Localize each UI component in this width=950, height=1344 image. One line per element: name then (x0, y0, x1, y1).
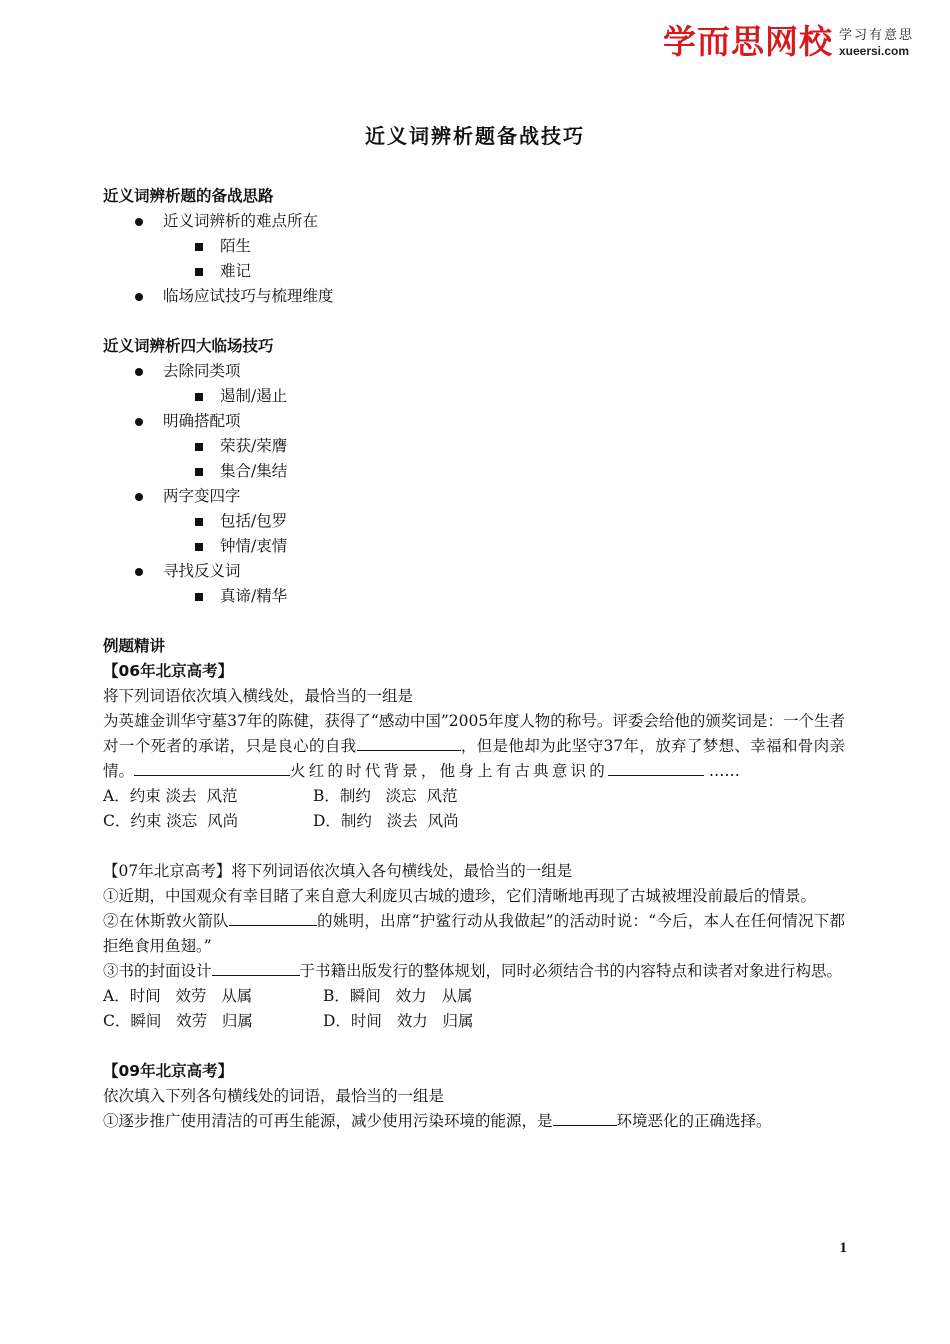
bullet-icon (135, 493, 143, 501)
sub-list-item: 荣获/荣膺 (103, 434, 845, 459)
option-b: B．制约 淡忘 风范 (313, 787, 458, 805)
answer-blank (229, 909, 317, 926)
page-number: 1 (839, 1240, 847, 1256)
examples-heading: 例题精讲 (103, 637, 166, 655)
bullet-icon (135, 418, 143, 426)
question-passage: 为英雄金训华守墓37年的陈健，获得了“感动中国”2005年度人物的称号。评委会给他的颁奖词是：一个生者对一个死者的承诺，只是良心的自我 ，但是他却为此坚守37年，放弃了梦想、幸福和骨肉亲情。 火红的时代背景，他身上有古典意识的 …… (103, 712, 845, 780)
document-body (103, 184, 845, 1134)
question-sentence: ①逐步推广使用清洁的可再生能源，减少使用污染环境的能源，是 环境恶化的正确选择。 (103, 1109, 845, 1134)
square-bullet-icon (195, 593, 203, 601)
section1-heading: 近义词辨析题的备战思路 (103, 187, 274, 205)
logo-text: 学而思网校 (662, 22, 833, 61)
square-bullet-icon (195, 518, 203, 526)
square-bullet-icon (195, 468, 203, 476)
question-tag: 【09年北京高考】 (103, 1062, 234, 1080)
option-c: C．约束 淡忘 风尚 (103, 812, 239, 830)
answer-options (103, 1009, 845, 1034)
logo-url: xueersi.com (838, 44, 910, 58)
sub-list-item: 包括/包罗 (103, 509, 845, 534)
bullet-icon (135, 568, 143, 576)
sub-list-item: 遏制/遏止 (103, 384, 845, 409)
section2-heading: 近义词辨析四大临场技巧 (103, 337, 274, 355)
answer-blank (134, 759, 290, 776)
answer-options (103, 809, 845, 834)
sub-list-item: 难记 (103, 259, 845, 284)
list-item: 寻找反义词 (103, 559, 845, 584)
sub-list-item: 陌生 (103, 234, 845, 259)
list-item: 去除同类项 (103, 359, 845, 384)
list-item: 明确搭配项 (103, 409, 845, 434)
list-item: 临场应试技巧与梳理维度 (103, 284, 845, 309)
page-title: 近义词辨析题备战技巧 (365, 124, 585, 148)
answer-options (103, 784, 845, 809)
answer-blank (357, 734, 461, 751)
question-sentence: ②在休斯敦火箭队 的姚明，出席“护鲨行动从我做起”的活动时说：“今后，本人在任何情况下都拒绝食用鱼翅。” (103, 909, 845, 959)
square-bullet-icon (195, 243, 203, 251)
question-tag: 【07年北京高考】 (103, 862, 232, 880)
option-c: C．瞬间 效劳 归属 (103, 1012, 253, 1030)
option-d: D．时间 效力 归属 (323, 1012, 474, 1030)
square-bullet-icon (195, 393, 203, 401)
question-sentence: ③书的封面设计 于书籍出版发行的整体规划，同时必须结合书的内容特点和读者对象进行构思。 (103, 959, 845, 984)
answer-blank (608, 759, 704, 776)
square-bullet-icon (195, 543, 203, 551)
list-item: 两字变四字 (103, 484, 845, 509)
answer-blank (212, 959, 300, 976)
square-bullet-icon (195, 268, 203, 276)
sub-list-item: 集合/集结 (103, 459, 845, 484)
bullet-icon (135, 218, 143, 226)
square-bullet-icon (195, 443, 203, 451)
bullet-icon (135, 293, 143, 301)
logo-side (839, 28, 914, 59)
option-b: B．瞬间 效力 从属 (323, 987, 473, 1005)
option-a: A．约束 淡去 风范 (103, 787, 238, 805)
question-sentence: ①近期，中国观众有幸目睹了来自意大利庞贝古城的遗珍，它们清晰地再现了古城被埋没前最后的情景。 (103, 887, 817, 905)
question-prompt: 将下列词语依次填入横线处，最恰当的一组是 (103, 687, 414, 705)
question-tag: 【06年北京高考】 (103, 662, 234, 680)
option-a: A．时间 效劳 从属 (103, 987, 253, 1005)
option-d: D．制约 淡去 风尚 (313, 812, 459, 830)
bullet-icon (135, 368, 143, 376)
logo-slogan: 学习有意思 (838, 28, 914, 43)
answer-blank (553, 1109, 617, 1126)
list-item: 近义词辨析的难点所在 (103, 209, 845, 234)
question-header: 【07年北京高考】将下列词语依次填入各句横线处，最恰当的一组是 (103, 862, 573, 880)
sub-list-item: 真谛/精华 (103, 584, 845, 609)
answer-options (103, 984, 845, 1009)
brand-logo (663, 22, 914, 62)
sub-list-item: 钟情/衷情 (103, 534, 845, 559)
question-prompt: 依次填入下列各句横线处的词语，最恰当的一组是 (103, 1087, 445, 1105)
